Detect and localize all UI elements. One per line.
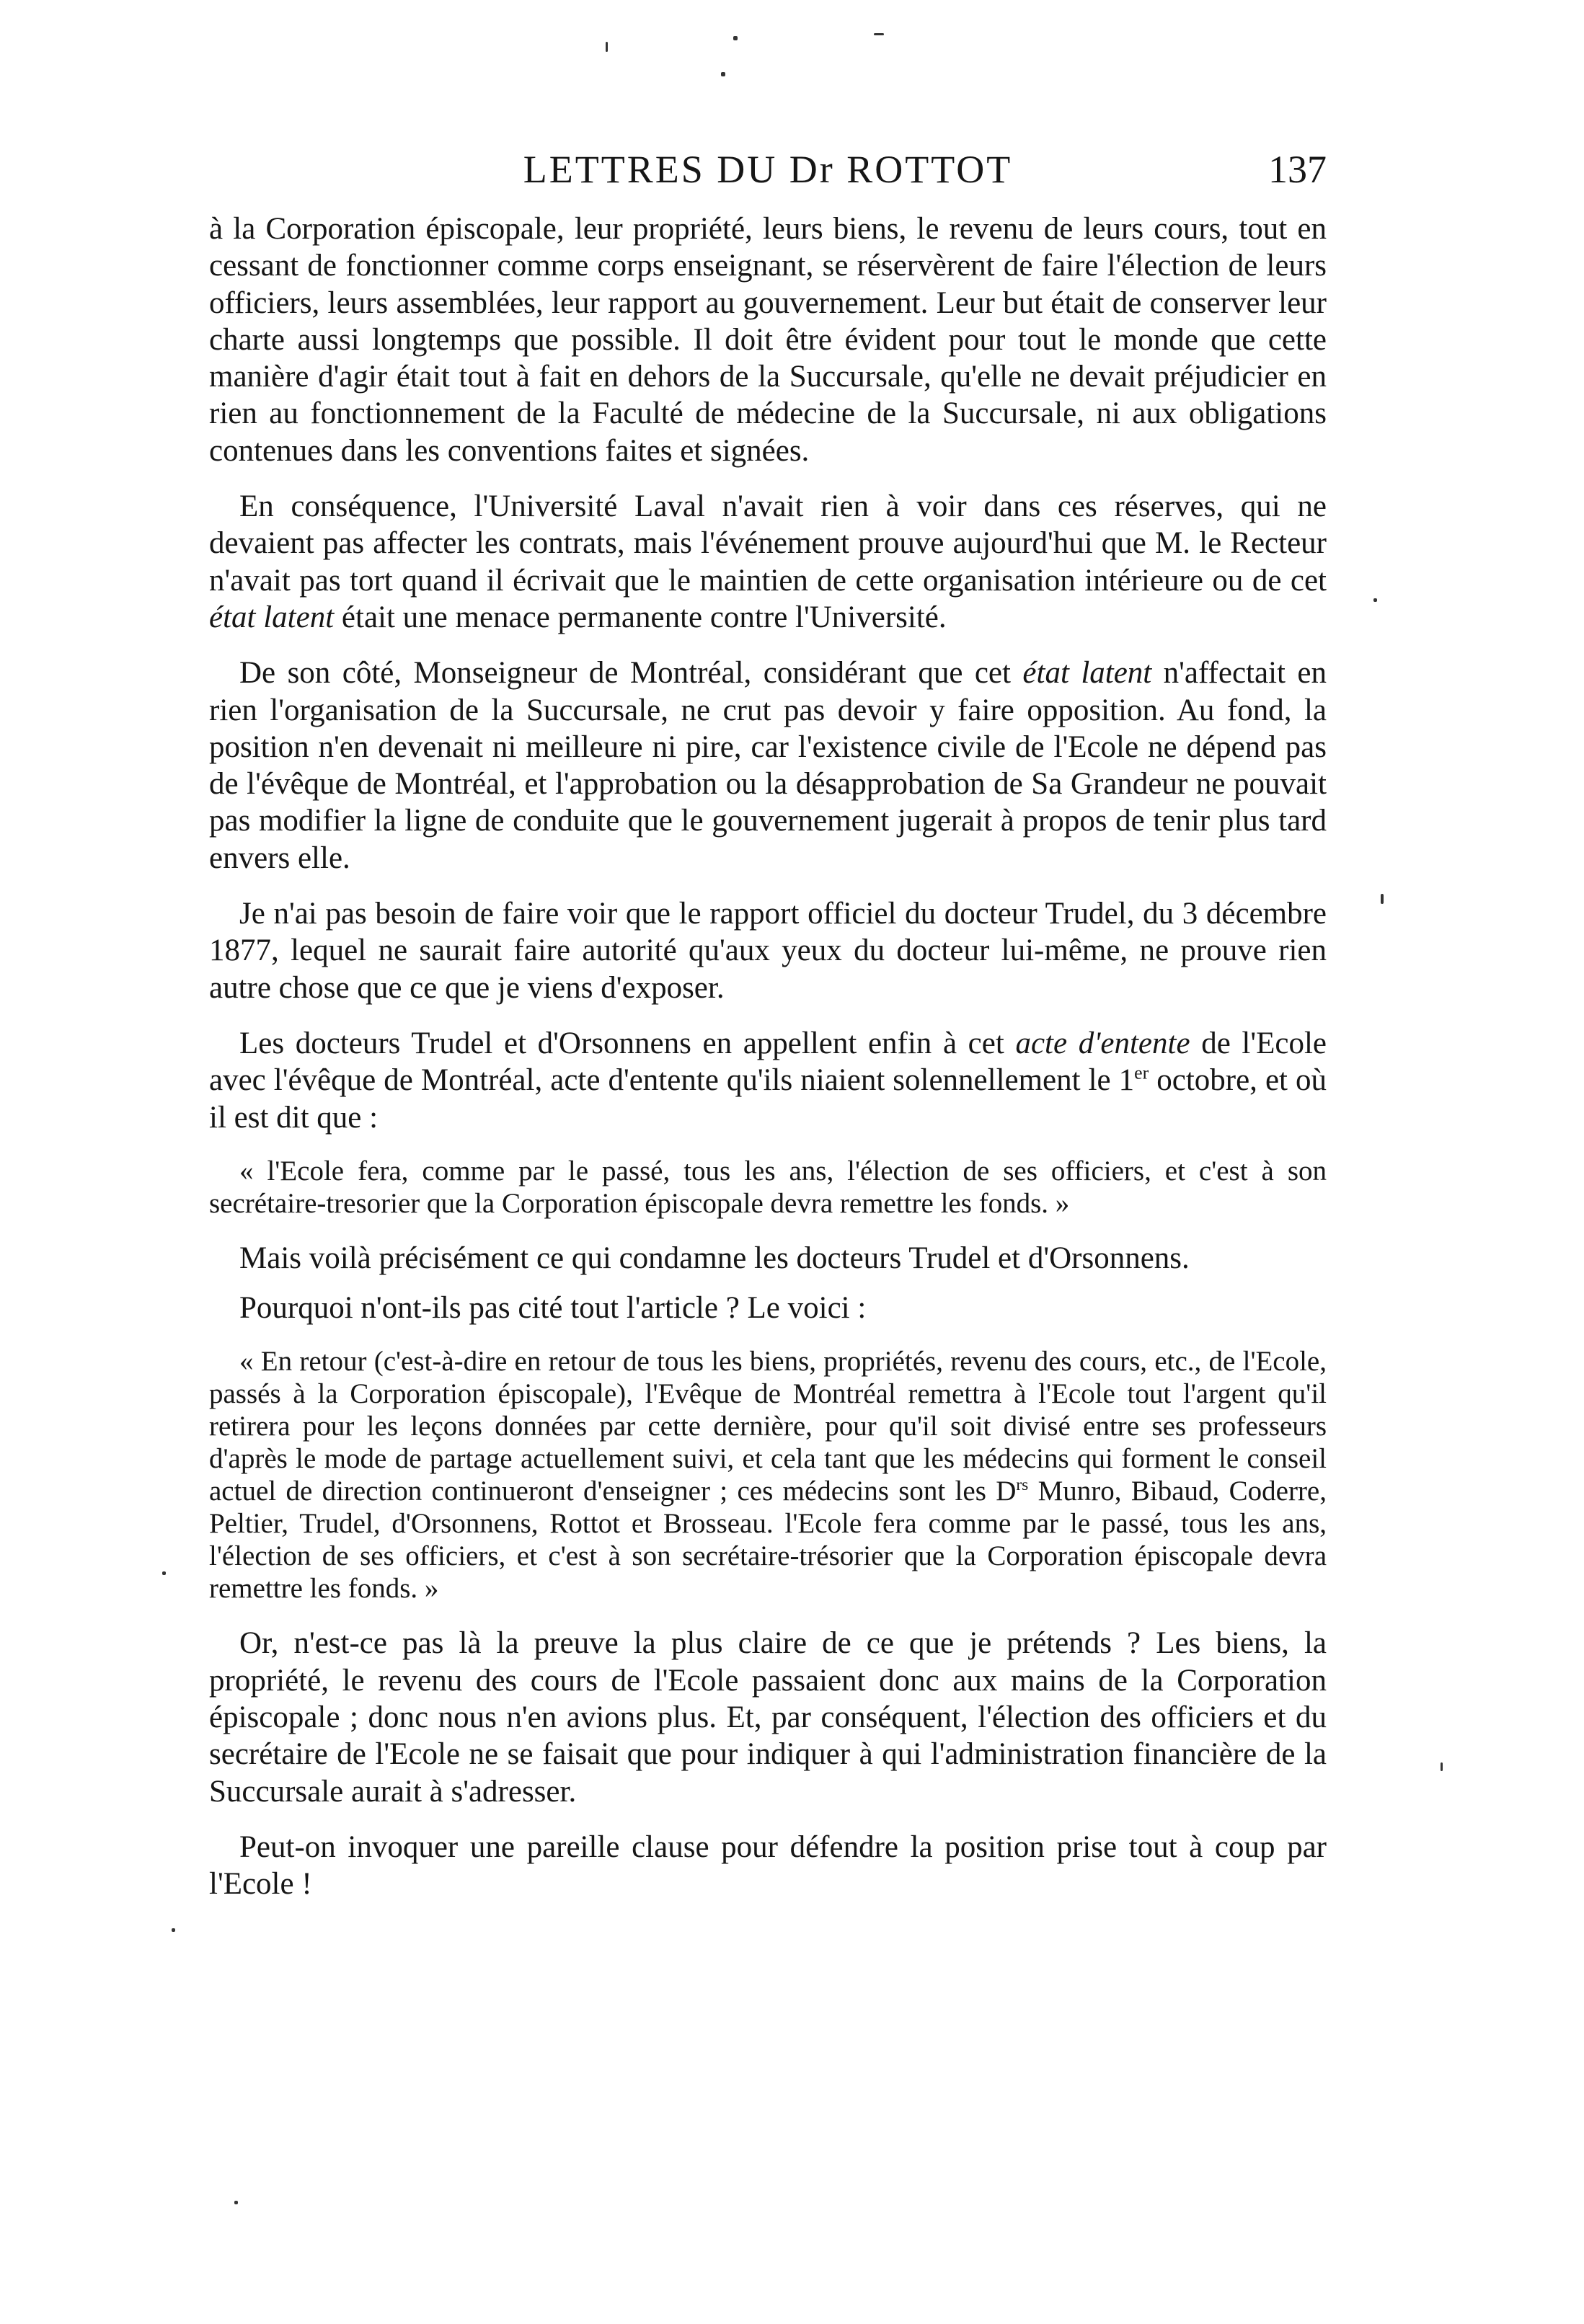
text-run: « En retour (c'est-à-dire en retour de tous les biens, propriétés, revenu des cours, etc., de l'Ecole, passés à la Corporation épiscopale), l'Evêque de Montréal remettra à l'Ecole tout l'argent qu'il retirera pour les leçons données par cette dernière, pour qu'il soit divisé entre ses professeurs d'après le mode de partage actuellement suivi, et cela tant que les médecins qui forment le conseil actuel de direction continueront d'enseigner ; ces médecins sont les D <box>209 1346 1327 1507</box>
print-speck <box>721 72 725 76</box>
italic-term: état latent <box>209 600 335 634</box>
superscript: er <box>1134 1062 1149 1083</box>
text-run: n'affectait en rien l'organisation de la Succursale, ne crut pas devoir y faire opposition. Au fond, la position n'en devenait ni meilleure ni pire, car l'existence civile de l'Ecole ne dépend pas de l'évêque de Montréal, et l'approbation ou la désapprobation de Sa Grandeur ne pouvait pas modifier la ligne de conduite que le gouvernement jugerait à propos de tenir plus tard envers elle. <box>209 656 1327 875</box>
italic-term: acte d'entente <box>1015 1026 1190 1060</box>
paragraph: à la Corporation épiscopale, leur propriété, leurs biens, le revenu de leurs cours, tout en cessant de fonctionner comme corps enseignant, se réservèrent de faire l'élection de leurs officiers, leurs assemblées, leur rapport au gouvernement. Leur but était de conserver leur charte aussi longtemps que possible. Il doit être évident pour tout le monde que cette manière d'agir était tout à fait en dehors de la Succursale, qu'elle ne devait préjudicier en rien au fonctionnement de la Faculté de médecine de la Succursale, ni aux obligations contenues dans les conventions faites et signées. <box>209 212 1327 468</box>
print-speck <box>1373 598 1377 602</box>
page-header <box>209 144 1327 195</box>
body-text <box>209 210 1327 1922</box>
block-quote <box>209 1345 1327 1605</box>
text-run: Munro, Bibaud, Coderre, Peltier, Trudel, d'Orsonnens, Rottot et Brosseau. l'Ecole fera comme par le passé, tous les ans, l'élection de ses officiers, et c'est à son secrétaire-trésorier que la Corporation épiscopale devra remettre les fonds. » <box>209 1476 1327 1605</box>
running-title: LETTRES DU Dr ROTTOT <box>523 148 1013 191</box>
print-speck <box>733 36 738 40</box>
paragraph <box>209 1025 1327 1136</box>
print-speck <box>162 1571 166 1575</box>
print-speck <box>874 33 884 35</box>
paragraph <box>209 655 1327 877</box>
text-run: de l'Ecole avec l'évêque de Montréal, acte d'entente qu'ils niaient solennellement le 1 <box>209 1026 1327 1098</box>
paragraph: Mais voilà précisément ce qui condamne les docteurs Trudel et d'Orsonnens. <box>239 1241 1190 1275</box>
print-speck <box>234 2201 238 2204</box>
paragraph <box>209 488 1327 636</box>
text-run: Les docteurs Trudel et d'Orsonnens en appellent enfin à cet <box>239 1026 1016 1060</box>
page-number: 137 <box>1268 148 1327 191</box>
superscript: rs <box>1016 1476 1029 1495</box>
text-run: octobre, et où il est dit que : <box>209 1063 1327 1135</box>
text-run: De son côté, Monseigneur de Montréal, considérant que cet <box>239 656 1023 691</box>
paragraph: Or, n'est-ce pas là la preuve la plus claire de ce que je prétends ? Les biens, la propriété, le revenu des cours de l'Ecole passaient donc aux mains de la Corporation épiscopale ; donc nous n'en avions plus. Et, par conséquent, l'élection des officiers et du secrétaire de l'Ecole ne se faisait que pour indiquer à qui l'administration financière de la Succursale aurait à s'adresser. <box>209 1626 1327 1809</box>
print-speck <box>1441 1762 1443 1771</box>
print-speck <box>606 42 608 52</box>
text-run: était une menace permanente contre l'Université. <box>334 600 947 634</box>
italic-term: état latent <box>1022 656 1152 691</box>
print-speck <box>172 1928 175 1932</box>
paragraph: Je n'ai pas besoin de faire voir que le rapport officiel du docteur Trudel, du 3 décembre 1877, lequel ne saurait faire autorité qu'aux yeux du docteur lui-même, ne prouve rien autre chose que ce que je viens d'exposer. <box>209 897 1327 1005</box>
print-speck <box>1381 894 1384 904</box>
block-quote: « l'Ecole fera, comme par le passé, tous les ans, l'élection de ses officiers, et c'est à son secrétaire-tresorier que la Corporation épiscopale devra remettre les fonds. » <box>209 1155 1327 1219</box>
paragraph: Peut-on invoquer une pareille clause pour défendre la position prise tout à coup par l'Ecole ! <box>209 1830 1327 1902</box>
paragraph: Pourquoi n'ont-ils pas cité tout l'article ? Le voici : <box>239 1291 867 1326</box>
text-run: En conséquence, l'Université Laval n'avait rien à voir dans ces réserves, qui ne devaient pas affecter les contrats, mais l'événement prouve aujourd'hui que M. le Recteur n'avait pas tort quand il écrivait que le maintien de cette organisation intérieure ou de cet <box>209 489 1327 598</box>
